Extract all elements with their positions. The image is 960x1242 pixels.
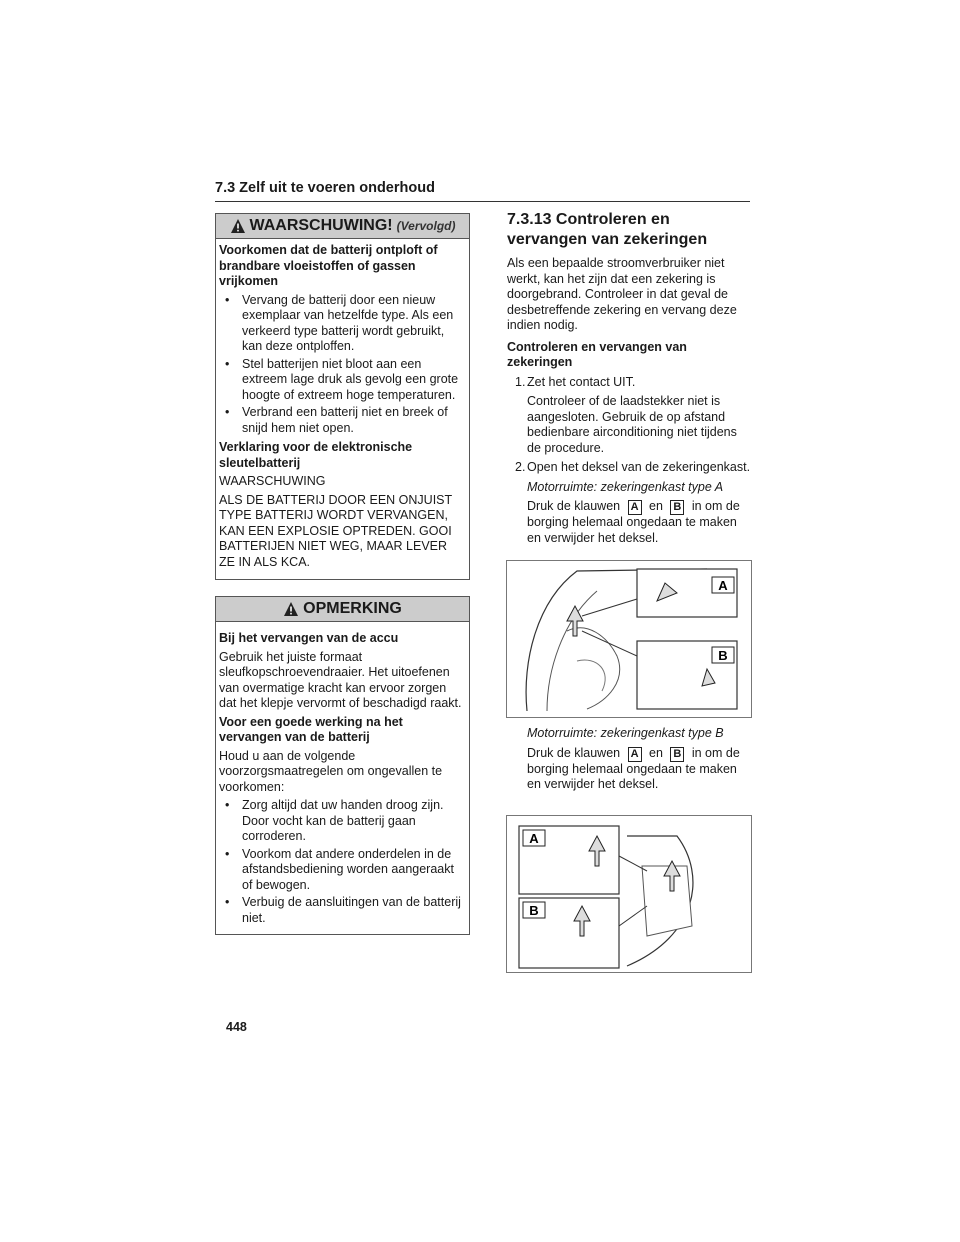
warning-bullet: • Stel batterijen niet bloot aan een extreem lage druk als gevolg een grote hoogte of extreem hoge temperaturen. xyxy=(219,357,466,404)
instruction-post: in om de borging helemaal ongedaan te maken en verwijder het deksel. xyxy=(527,745,740,791)
warning-box-title xyxy=(216,214,469,239)
engine-illustration-a xyxy=(507,561,751,717)
page-number: 448 xyxy=(226,1020,247,1034)
step-number: 2. xyxy=(515,460,526,474)
note-para-1: Gebruik het juiste formaat sleufkopschroevendraaier. Het uitoefenen van overmatige kracht kan ervoor zorgen dat het klepje vervormt of beschadigd raakt. xyxy=(219,649,462,710)
caption-type-a: Motorruimte: zekeringenkast type A xyxy=(527,479,724,494)
warning-title: WAARSCHUWING! xyxy=(249,217,393,234)
step-1-detail: Controleer of de laadstekker niet is aangesloten. Gebruik de op afstand bedienbare airconditioning niet tijdens de procedure. xyxy=(527,394,737,455)
caution-icon xyxy=(283,601,299,617)
instruction-type-b xyxy=(507,746,752,793)
instruction-mid: en xyxy=(649,499,663,513)
step-2 xyxy=(507,460,752,476)
warning-box xyxy=(215,213,470,580)
note-bullet: • Zorg altijd dat uw handen droog zijn. Door vocht kan de batterij gaan corroderen. xyxy=(219,798,466,845)
section-title: 7.3.13 Controleren en vervangen van zekeringen xyxy=(507,211,708,248)
warning-body xyxy=(216,239,469,579)
note-body xyxy=(216,622,469,934)
section-header: 7.3 Zelf uit te voeren onderhoud xyxy=(215,180,750,202)
instruction-type-a xyxy=(507,499,752,546)
engine-illustration-b xyxy=(507,816,751,972)
label-a: A xyxy=(628,747,642,762)
warning-subtitle: (Vervolgd) xyxy=(396,219,456,233)
instruction-pre: Druk de klauwen xyxy=(527,499,621,513)
subheading: Controleren en vervangen van zekeringen xyxy=(507,339,687,369)
figure-fusebox-type-a xyxy=(506,560,752,718)
intro-paragraph: Als een bepaalde stroomverbruiker niet werkt, kan het zijn dat een zekering is doorgebrand. Controleer in dat geval de desbetreffende zekering en vervang deze indien nodig. xyxy=(507,256,737,332)
step-text: Zet het contact UIT. xyxy=(527,374,636,389)
instruction-mid: en xyxy=(649,745,663,760)
note-heading-1: Bij het vervangen van de accu xyxy=(219,631,399,645)
warning-bullet: • Verbrand een batterij niet en breek of snijd hem niet open. xyxy=(219,405,466,436)
note-box-title xyxy=(216,597,469,622)
figure-label-a: A xyxy=(529,830,539,846)
note-box xyxy=(215,596,470,935)
warning-para-2: ALS DE BATTERIJ DOOR EEN ONJUIST TYPE BATTERIJ WORDT VERVANGEN, KAN EEN EXPLOSIE OPTREDEN. GOOI BATTERIJEN NIET WEG, MAAR LEVER ZE IN ALS KCA. xyxy=(219,492,452,569)
instruction-post: in om de borging helemaal ongedaan te maken en verwijder het deksel. xyxy=(527,499,740,545)
caption-type-b: Motorruimte: zekeringenkast type B xyxy=(527,726,724,740)
note-title: OPMERKING xyxy=(303,600,402,617)
instruction-pre: Druk de klauwen xyxy=(527,745,621,760)
right-column xyxy=(507,210,752,973)
figure-fusebox-type-b xyxy=(506,815,752,973)
figure-label-b: B xyxy=(718,648,728,663)
figure-label-b: B xyxy=(529,902,539,918)
warning-bullet: • Vervang de batterij door een nieuw exemplaar van hetzelfde type. Als een verkeerd type batterij wordt gebruikt, kan deze ontploffen. xyxy=(219,293,466,355)
figure-label-a: A xyxy=(718,578,728,593)
note-bullet: • Verbuig de aansluitingen van de batterij niet. xyxy=(219,895,466,926)
note-para-2: Houd u aan de volgende voorzorgsmaatregelen om ongevallen te voorkomen: xyxy=(219,748,443,794)
warning-heading-1: Voorkomen dat de batterij ontploft of brandbare vloeistoffen of gassen vrijkomen xyxy=(219,243,438,288)
label-a: A xyxy=(628,500,642,515)
label-b: B xyxy=(670,747,684,762)
warning-heading-2: Verklaring voor de elektronische sleutelbatterij xyxy=(219,440,413,470)
warning-para-1: WAARSCHUWING xyxy=(219,474,326,488)
step-text: Open het deksel van de zekeringenkast. xyxy=(527,460,751,474)
step-1 xyxy=(507,375,752,391)
note-heading-2: Voor een goede werking na het vervangen van de batterij xyxy=(219,714,403,744)
step-number: 1. xyxy=(515,374,526,389)
label-b: B xyxy=(670,500,684,515)
warning-icon xyxy=(230,218,246,234)
note-bullet: • Voorkom dat andere onderdelen in de afstandsbediening worden aangeraakt of bewogen. xyxy=(219,847,466,894)
left-column xyxy=(215,213,470,935)
